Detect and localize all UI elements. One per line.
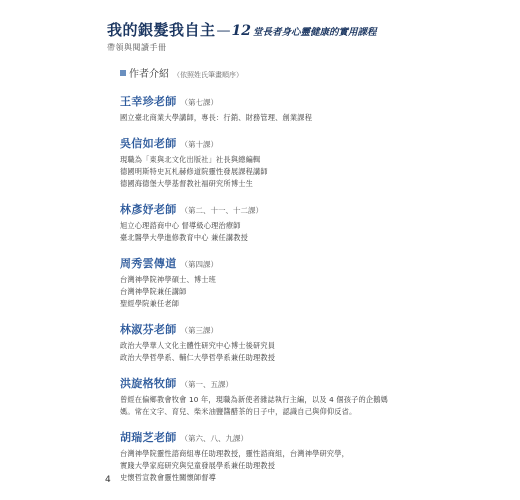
author-description-line: 史懷哲宣教會靈性關懷師督導 [120,473,217,482]
author-lessons: （第十課） [180,140,218,149]
author-description-line: 媽。常在文字、育兒、柴米油鹽醬醋茶的日子中，認識自己與仰仰反省。 [120,407,357,416]
author-entry [120,429,420,484]
authors-list [120,93,420,484]
author-description-line: 德國明斯特史瓦札赫修道院靈性發展課程講師 [120,167,268,176]
author-entry [120,93,420,124]
author-description-line: 旭立心理諮商中心 督導級心理治療師 [120,221,241,230]
author-name: 林彥妤老師 [120,203,177,216]
author-lessons: （第三課） [180,326,218,335]
author-lessons: （第四課） [180,260,218,269]
author-name: 周秀雲傳道 [120,257,177,270]
title-dash: — [216,23,231,39]
author-entry [120,135,420,190]
author-description-line: 德國海德堡大學基督教社福研究所博士生 [120,179,253,188]
author-lessons: （第六、八、九課） [180,434,248,443]
author-name: 洪旋格牧師 [120,377,177,390]
author-lessons: （第一、五課） [180,380,233,389]
author-description-line: 實踐大學家庭研究與兒童發展學系兼任助理教授 [120,461,276,470]
author-description-line: 聖經學院兼任老師 [120,299,180,308]
page-number: 4 [105,475,111,485]
square-bullet-icon [120,70,126,76]
author-description-line: 台灣神學院兼任講師 [120,287,187,296]
author-heading [120,255,420,271]
author-entry [120,255,420,310]
book-title [107,19,507,40]
author-description-line: 台灣神學院神學碩士、博士班 [120,275,217,284]
title-main: 我的銀髮我自主 [107,21,216,39]
author-heading [120,201,420,217]
author-description-line: 現職為「東與北文化出版社」社長與總編輯 [120,155,261,164]
author-heading [120,321,420,337]
author-description-line: 國立臺北商業大學講師，專長：行銷、財務管理、創業課程 [120,113,313,122]
author-heading [120,135,420,151]
author-name: 吳信如老師 [120,137,177,150]
author-description-line: 政治大學華人文化主體性研究中心博士後研究員 [120,341,276,350]
title-number: 12 [231,23,251,39]
author-entry [120,201,420,244]
author-lessons: （第二、十一、十二課） [180,206,263,215]
author-name: 胡瑞芝老師 [120,431,177,444]
title-subtitle: 堂長者身心靈健康的實用課程 [253,27,377,38]
section-note: （依照姓氏筆畫順序） [173,71,243,79]
author-description-line: 曾經在偏鄉教會牧會 10 年，現職為新使者雜誌執行主編，以及 4 個孩子的企鵝媽 [120,395,389,404]
author-description-line: 政治大學哲學系、輔仁大學哲學系兼任助理教授 [120,353,276,362]
section-title: 作者介紹 [129,69,169,80]
author-heading [120,429,420,445]
author-name: 林淑芬老師 [120,323,177,336]
page-header [107,19,507,53]
author-lessons: （第七課） [180,98,218,107]
book-subtitle: 帶領與閱讀手冊 [107,43,167,52]
author-entry [120,321,420,364]
author-heading [120,375,420,391]
author-heading [120,93,420,109]
authors-section [120,65,420,495]
author-name: 王幸珍老師 [120,95,177,108]
section-heading [120,65,420,80]
author-description-line: 臺北醫學大學進修教育中心 兼任講教授 [120,233,249,242]
author-description-line: 台灣神學院靈性諮商組專任助理教授，靈性諮商組，台灣神學研究學， [120,449,350,458]
author-entry [120,375,420,418]
